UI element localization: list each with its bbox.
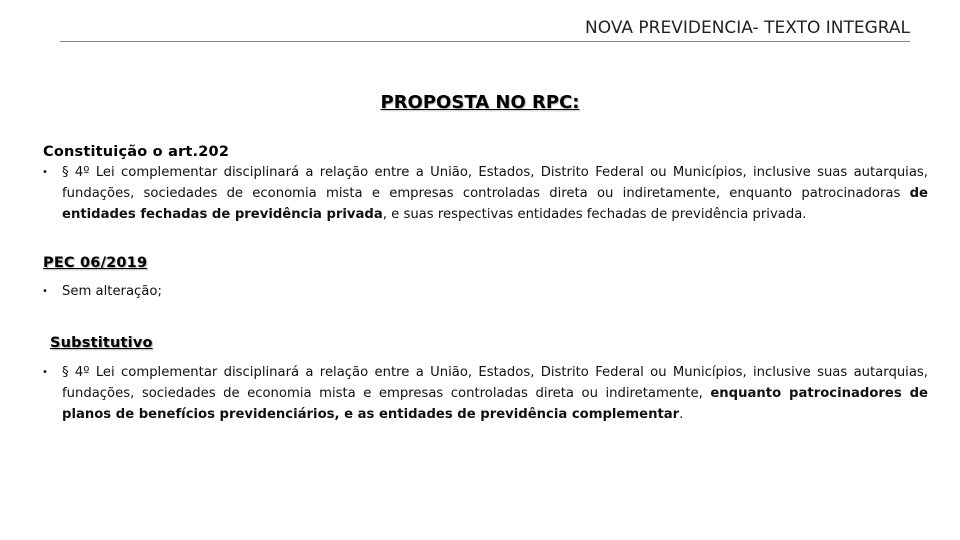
paragraph-text: Sem alteração; [62,284,162,299]
paragraph-tail-text: . [679,407,684,422]
paragraph-bold-text: enquanto patrocinadores de planos de benefícios previdenciários, e as entidades de previdência complementar [62,386,928,422]
section-heading-pec: PEC 06/2019 [43,255,148,271]
header-divider [60,41,910,42]
paragraph [62,362,928,425]
section-heading-substitutivo: Substitutivo [50,335,153,351]
section-body-constituicao [42,162,928,225]
paragraph-tail-text: , e suas respectivas entidades fechadas de previdência privada. [382,207,807,222]
paragraph-text: § 4º Lei complementar disciplinará a relação entre a União, Estados, Distrito Federal ou Municípios, inclusive suas autarquias, fundações, sociedades de economia mista e empresas controladas direta ou indiretamente, enquanto patrocinadoras [62,165,928,201]
paragraph-bold-text: de entidades fechadas de previdência privada [62,186,928,222]
page-title: PROPOSTA NO RPC: [380,92,580,113]
section-body-pec [42,281,928,302]
bullet-icon: • [42,286,48,297]
bullet-icon: • [42,167,48,178]
list-item [42,281,928,302]
paragraph-text: § 4º Lei complementar disciplinará a relação entre a União, Estados, Distrito Federal ou Municípios, inclusive suas autarquias, fundações, sociedades de economia mista e empresas controladas direta ou indiretamente, [62,365,928,401]
section-body-substitutivo [42,362,928,425]
bullet-icon: • [42,367,48,378]
paragraph [62,162,928,225]
section-heading-constituicao: Constituição o art.202 [43,144,230,160]
list-item [42,362,928,425]
header-title: NOVA PREVIDENCIA- TEXTO INTEGRAL [585,18,910,38]
list-item [42,162,928,225]
